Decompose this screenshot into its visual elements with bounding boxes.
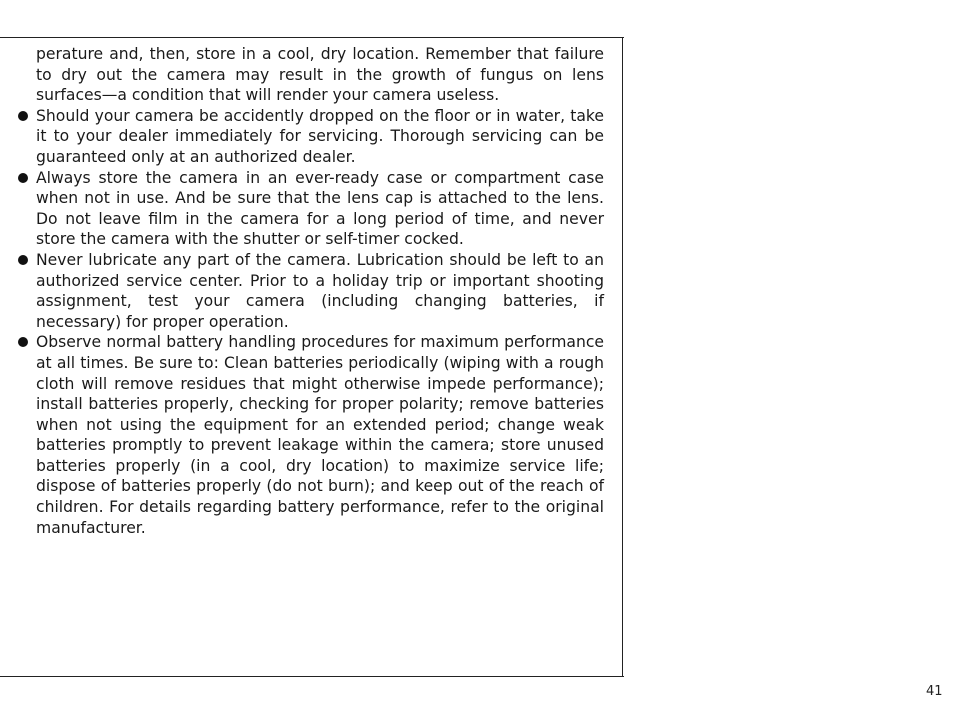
page-number: 41 xyxy=(926,684,943,699)
frame-top-rule xyxy=(0,37,624,38)
bullet-icon xyxy=(18,111,28,121)
frame-bottom-rule xyxy=(0,676,624,677)
bullet-text: Always store the camera in an ever-ready case or compartment case when not in use. And be sure that the lens cap is attached to the lens. Do not leave film in the camera for a long period of time, and never store the camera with the shutter or self-timer cocked. xyxy=(36,168,604,249)
intro-paragraph: perature and, then, store in a cool, dry location. Remember that failure to dry out the camera may result in the growth of fungus on lens surfaces—a condition that will render your camera useless. xyxy=(36,45,604,105)
bullet-item-storage xyxy=(18,168,604,250)
bullet-item-lubrication xyxy=(18,250,604,332)
bullet-text: Never lubricate any part of the camera. Lubrication should be left to an authorized service center. Prior to a holiday trip or important shooting assignment, test your camera (including changing batteries, if necessary) for proper operation. xyxy=(36,250,604,331)
bullet-text: Observe normal battery handling procedures for maximum performance at all times. Be sure to: Clean batteries periodically (wiping with a rough cloth will remove residues that might otherwise impede performance); install batteries properly, checking for proper polarity; remove batteries when not using the equipment for an extended period; change weak batteries promptly to prevent leakage within the camera; store unused batteries properly (in a cool, dry location) to maximize service life; dispose of batteries properly (do not burn); and keep out of the reach of children. For details regarding battery performance, refer to the original manufacturer. xyxy=(36,333,604,537)
frame-right-rule xyxy=(622,37,623,677)
bullet-item-batteries xyxy=(18,332,604,538)
bullet-icon xyxy=(18,337,28,347)
bullet-icon xyxy=(18,255,28,265)
body-text xyxy=(18,44,604,538)
bullet-item-dropped xyxy=(18,106,604,168)
bullet-text: Should your camera be accidently dropped on the floor or in water, take it to your dealer immediately for servicing. Thorough servicing can be guaranteed only at an authorized dealer. xyxy=(36,106,604,166)
bullet-icon xyxy=(18,173,28,183)
